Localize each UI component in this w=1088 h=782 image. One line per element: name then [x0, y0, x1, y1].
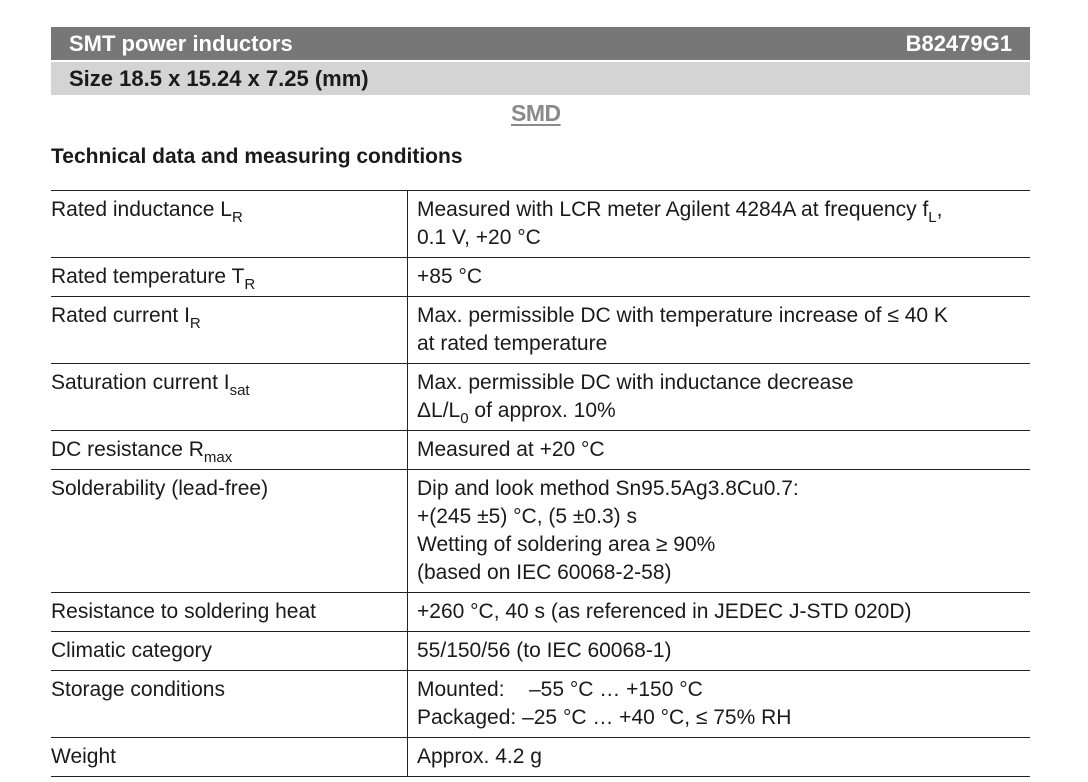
condition-cell: Max. permissible DC with inductance decrease $\Delta L/L_0$ of approx. 10%: [408, 364, 1031, 431]
param-cell: Saturation current $I_{sat}$: [51, 364, 408, 431]
param-cell: Rated inductance $L_R$: [51, 191, 408, 258]
subheader-bar: [51, 62, 1030, 95]
part-number: B82479G1: [905, 30, 1012, 56]
condition-cell: Measured with LCR meter Agilent 4284A at frequency $f_L$, 0.1 V, +20 °C: [408, 191, 1031, 258]
table-row: [51, 297, 1030, 364]
spec-table: [51, 190, 1030, 777]
param-cell: Weight: [51, 738, 408, 777]
smd-logo: SMD: [511, 100, 561, 126]
header-bar: [51, 27, 1030, 60]
table-row: [51, 593, 1030, 632]
document-title: SMT power inductors: [69, 30, 293, 56]
param-cell: Storage conditions: [51, 671, 408, 738]
table-row: [51, 738, 1030, 777]
table-row: [51, 191, 1030, 258]
condition-cell: Dip and look method Sn95.5Ag3.8Cu0.7: +(245 ±5) °C, (5 ±0.3) s Wetting of soldering area ≥ 90% (based on IEC 60068-2-58): [408, 470, 1031, 593]
condition-cell: Measured at +20 °C: [408, 431, 1031, 470]
section-title: Technical data and measuring conditions: [51, 145, 463, 168]
param-cell: Climatic category: [51, 632, 408, 671]
condition-cell: +85 °C: [408, 258, 1031, 297]
param-cell: Resistance to soldering heat: [51, 593, 408, 632]
table-row: [51, 671, 1030, 738]
param-cell: Rated temperature $T_R$: [51, 258, 408, 297]
table-row: [51, 258, 1030, 297]
table-row: [51, 431, 1030, 470]
param-cell: Solderability (lead-free): [51, 470, 408, 593]
table-row: [51, 632, 1030, 671]
size-label: Size 18.5 x 15.24 x 7.25 (mm): [69, 65, 369, 91]
condition-cell: Mounted: –55 °C … +150 °C Packaged: –25 °C … +40 °C, ≤ 75% RH: [408, 671, 1031, 738]
table-row: [51, 470, 1030, 593]
condition-cell: +260 °C, 40 s (as referenced in JEDEC J-STD 020D): [408, 593, 1031, 632]
param-cell: DC resistance $R_{max}$: [51, 431, 408, 470]
param-cell: Rated current $I_R$: [51, 297, 408, 364]
condition-cell: 55/150/56 (to IEC 60068-1): [408, 632, 1031, 671]
condition-cell: Max. permissible DC with temperature increase of ≤ 40 K at rated temperature: [408, 297, 1031, 364]
condition-cell: Approx. 4.2 g: [408, 738, 1031, 777]
table-row: [51, 364, 1030, 431]
